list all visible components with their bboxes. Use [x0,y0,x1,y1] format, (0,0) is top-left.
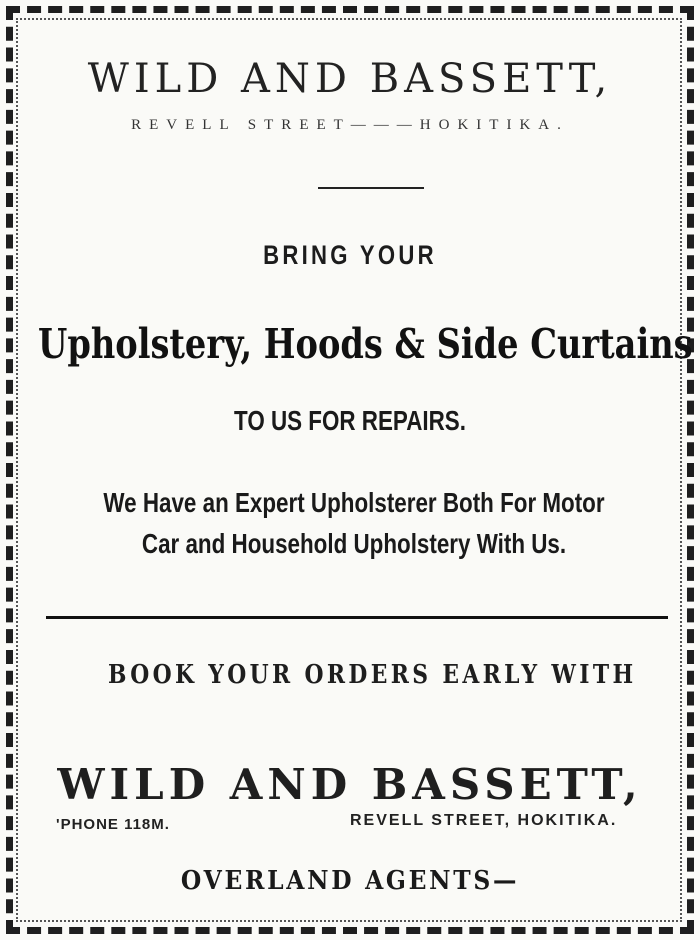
services-headline: Upholstery, Hoods & Side Curtains [38,320,693,368]
firm-name-footer: WILD AND BASSETT, [57,760,643,809]
address-header: REVELL STREET———HOKITIKA. [131,117,569,133]
firm-name-header: WILD AND BASSETT, [87,56,613,102]
phone-number: 'PHONE 118M. [56,816,170,833]
long-divider [46,616,668,619]
body-line-1: We Have an Expert Upholsterer Both For Motor [103,487,605,518]
overland-agents: OVERLAND AGENTS— [180,866,520,896]
body-copy [38,482,670,564]
book-orders-heading: BOOK YOUR ORDERS EARLY WITH [108,660,637,690]
address-footer: REVELL STREET, HOKITIKA. [350,812,618,829]
body-line-2: Car and Household Upholstery With Us. [141,528,567,559]
repairs-heading: TO US FOR REPAIRS. [234,405,466,436]
short-divider [318,187,424,189]
bring-your-heading: BRING YOUR [263,240,437,270]
